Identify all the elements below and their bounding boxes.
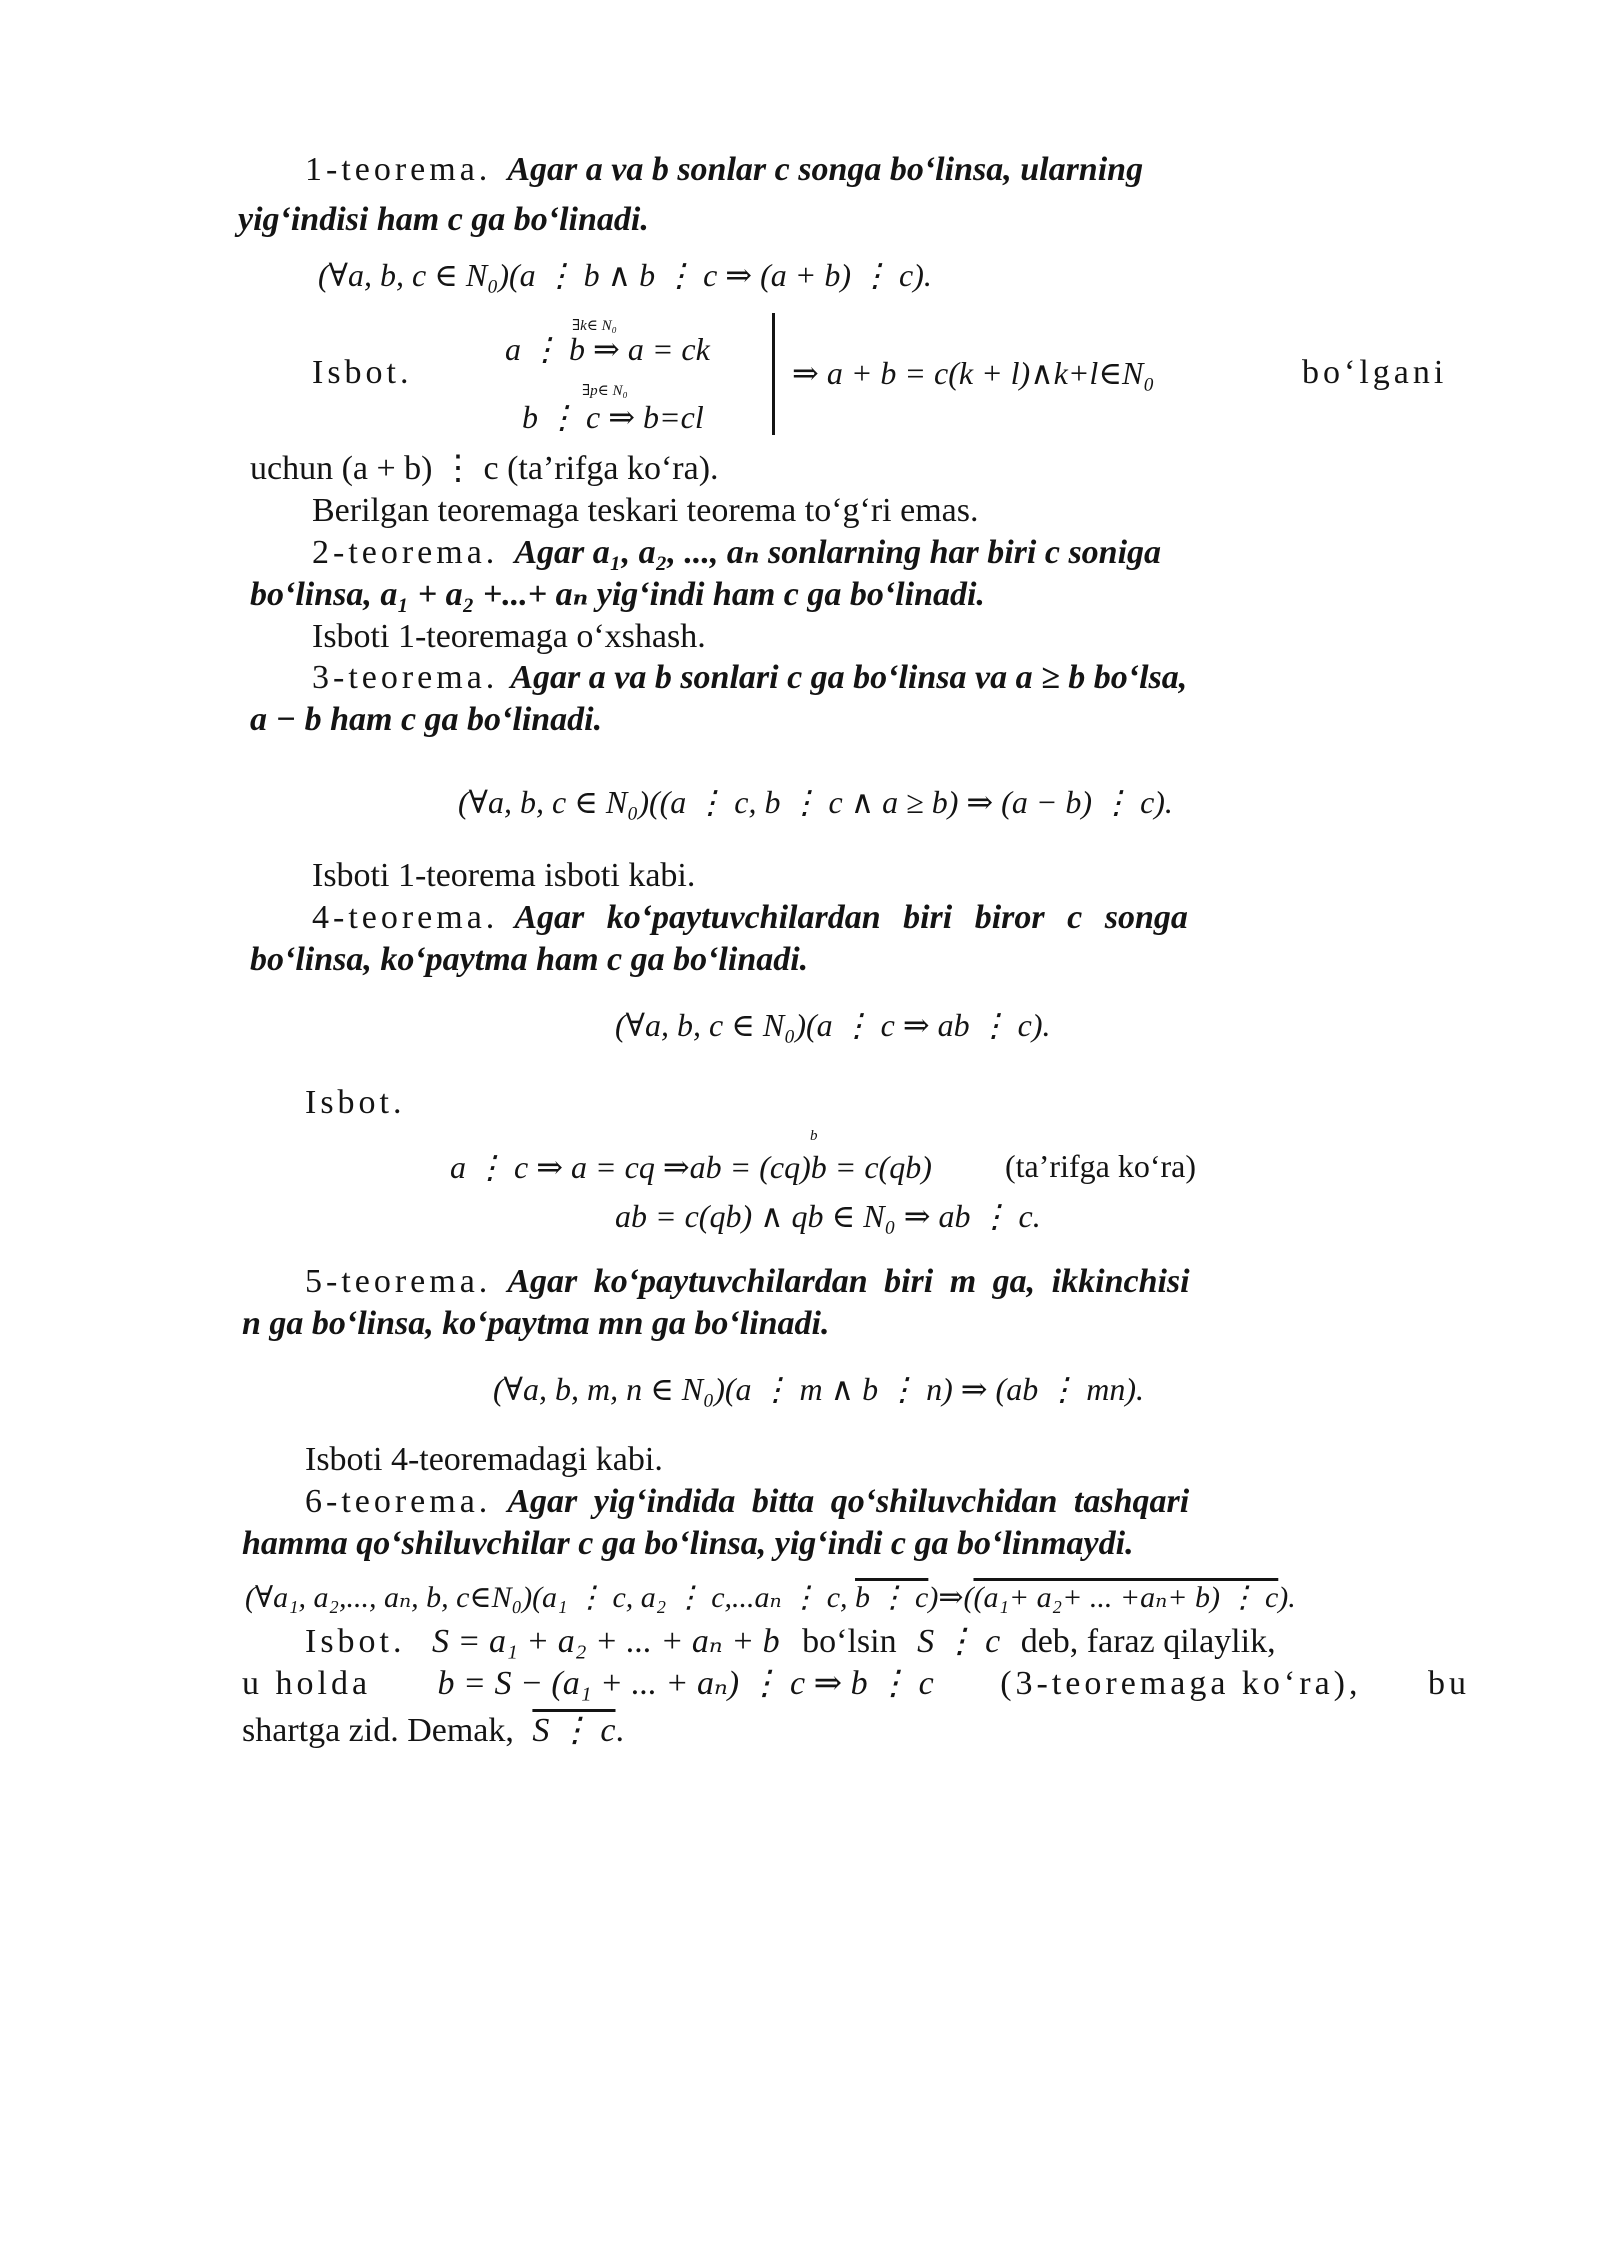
theorem-3-proof: Isboti 1-teorema isboti kabi. xyxy=(312,857,696,894)
theorem-1-proof-conclusion: ⇒ a + b = c(k + l)∧k+l∈N₀ xyxy=(792,355,1155,391)
theorem-2-proof: Isboti 1-teoremaga o‘xshash. xyxy=(312,618,706,655)
theorem-3-statement-line-2: a − b ham c ga bo‘linadi. xyxy=(250,701,603,738)
converse-note: Berilgan teoremaga teskari teorema to‘g‘ri emas. xyxy=(312,492,979,529)
theorem-6-formula xyxy=(245,1580,1296,1615)
theorem-2-statement-line-1: Agar a₁, a₂, ..., aₙ sonlarning har biri c soniga xyxy=(514,534,1162,571)
theorem-1-statement-line-2: yig‘indisi ham c ga bo‘linadi. xyxy=(238,201,649,238)
theorem-5-statement-line-2: n ga bo‘linsa, ko‘paytma mn ga bo‘linadi. xyxy=(242,1305,830,1342)
theorem-1-proof-uchun: uchun (a + b) ⋮ c (ta’rifga ko‘ra). xyxy=(250,450,719,487)
theorem-4-proof-label: Isbot. xyxy=(305,1084,406,1121)
theorem-3-statement-line-1: Agar a va b sonlari c ga bo‘linsa va a ≥ b bo‘lsa, xyxy=(510,659,1188,696)
theorem-1-proof-bracket xyxy=(772,313,775,435)
theorem-6-proof-reference: (3-teoremaga ko‘ra), xyxy=(1000,1665,1362,1702)
theorem-1-formula: (∀a, b, c ∈ N₀)(a ⋮ b ∧ b ⋮ c ⇒ (a + b) ⋮ c). xyxy=(318,257,932,293)
theorem-6-proof-period: . xyxy=(615,1712,624,1749)
theorem-4-proof-superscript: b xyxy=(810,1128,818,1144)
theorem-4-proof-line-1: a ⋮ c ⇒ a = cq ⇒ab = (cq)b = c(qb) xyxy=(450,1149,932,1185)
theorem-1-exists-k: ∃k∈ N₀ xyxy=(572,318,617,334)
theorem-5-line-1 xyxy=(305,1262,1190,1302)
theorem-6-formula-part-2: )⇒( xyxy=(928,1581,974,1614)
theorem-1-statement-line-1 xyxy=(507,150,1470,190)
theorem-4-statement-line-2: bo‘linsa, ko‘paytma ham c ga bo‘linadi. xyxy=(250,941,809,978)
theorem-6-proof-label: Isbot. xyxy=(305,1623,406,1660)
theorem-5-statement-line-1: Agar ko‘paytuvchilardan biri m ga, ikkinchisi xyxy=(507,1263,1190,1300)
theorem-6-proof-text: deb, faraz qilaylik, xyxy=(1020,1623,1276,1660)
theorem-4-formula: (∀a, b, c ∈ N₀)(a ⋮ c ⇒ ab ⋮ c). xyxy=(615,1007,1051,1043)
theorem-6-formula-negated-2: (a₁+ a₂+ ... +aₙ+ b) ⋮ c xyxy=(973,1581,1279,1614)
theorem-4-statement-line-1: Agar ko‘paytuvchilardan biri biror c songa xyxy=(514,899,1188,936)
theorem-6-proof-assumption: S ⋮ c xyxy=(917,1623,1001,1660)
theorem-6-line-1 xyxy=(305,1482,1189,1522)
theorem-4-proof-note: (ta’rifga ko‘ra) xyxy=(1005,1148,1196,1184)
theorem-6-proof-line-3 xyxy=(242,1711,624,1751)
theorem-6-formula-part-1: (∀a₁, a₂,..., aₙ, b, c∈N₀)(a₁ ⋮ c, a₂ ⋮ c,...aₙ ⋮ c, xyxy=(245,1581,856,1614)
theorem-6-proof-negated-result: S ⋮ c xyxy=(532,1712,616,1749)
theorem-5-formula: (∀a, b, m, n ∈ N₀)(a ⋮ m ∧ b ⋮ n) ⇒ (ab ⋮ mn). xyxy=(493,1371,1144,1407)
theorem-1-proof-row-1: a ⋮ b ⇒ a = ck xyxy=(505,331,710,367)
theorem-4-proof-line-2: ab = c(qb) ∧ qb ∈ N₀ ⇒ ab ⋮ c. xyxy=(615,1198,1041,1234)
theorem-6-label: 6-teorema. xyxy=(305,1483,492,1520)
theorem-5-label: 5-teorema. xyxy=(305,1263,492,1300)
theorem-1-proof-row-2: b ⋮ c ⇒ b=cl xyxy=(522,399,704,435)
theorem-1-proof-label: Isbot. xyxy=(312,354,413,391)
theorem-3-formula: (∀a, b, c ∈ N₀)((a ⋮ c, b ⋮ c ∧ a ≥ b) ⇒ (a − b) ⋮ c). xyxy=(458,784,1173,820)
theorem-2-label: 2-teorema. xyxy=(312,534,499,571)
theorem-1-line-1 xyxy=(305,150,1470,190)
theorem-5-proof: Isboti 4-teoremadagi kabi. xyxy=(305,1441,663,1478)
theorem-6-proof-bolsin: bo‘lsin xyxy=(802,1623,897,1660)
theorem-6-proof-line-2 xyxy=(242,1664,1470,1704)
theorem-6-formula-part-3: ). xyxy=(1278,1581,1296,1614)
theorem-2-statement-line-2: bo‘linsa, a₁ + a₂ +...+ aₙ yig‘indi ham c ga bo‘linadi. xyxy=(250,576,985,613)
theorem-2-line-1 xyxy=(312,533,1474,573)
theorem-1-proof-bolgani: bo‘lgani xyxy=(1302,354,1448,391)
theorem-3-line-1 xyxy=(312,658,1187,698)
theorem-6-proof-derivation: b = S − (a₁ + ... + aₙ) ⋮ c ⇒ b ⋮ c xyxy=(437,1665,934,1702)
theorem-6-proof-sum: S = a₁ + a₂ + ... + aₙ + b xyxy=(432,1623,780,1660)
theorem-3-label: 3-teorema. xyxy=(312,659,499,696)
theorem-4-label: 4-teorema. xyxy=(312,899,499,936)
theorem-1-label: 1-teorema. xyxy=(305,151,492,188)
theorem-6-proof-bu: bu xyxy=(1427,1665,1470,1702)
theorem-1-exists-p: ∃p∈ N₀ xyxy=(582,383,628,399)
theorem-6-statement-line-2: hamma qo‘shiluvchilar c ga bo‘linsa, yig‘indi c ga bo‘linmaydi. xyxy=(242,1525,1134,1562)
theorem-6-formula-negated-1: b ⋮ c xyxy=(855,1581,929,1614)
theorem-1-statement-text: Agar a va b sonlar c songa bo‘linsa, ularning xyxy=(507,151,1144,188)
theorem-6-statement-line-1: Agar yig‘indida bitta qo‘shiluvchidan tashqari xyxy=(507,1483,1190,1520)
theorem-6-proof-u-holda: u holda xyxy=(242,1665,372,1702)
theorem-6-proof-line-1 xyxy=(305,1622,1276,1662)
theorem-6-proof-conclusion-text: shartga zid. Demak, xyxy=(242,1712,514,1749)
theorem-4-line-1 xyxy=(312,898,1188,938)
